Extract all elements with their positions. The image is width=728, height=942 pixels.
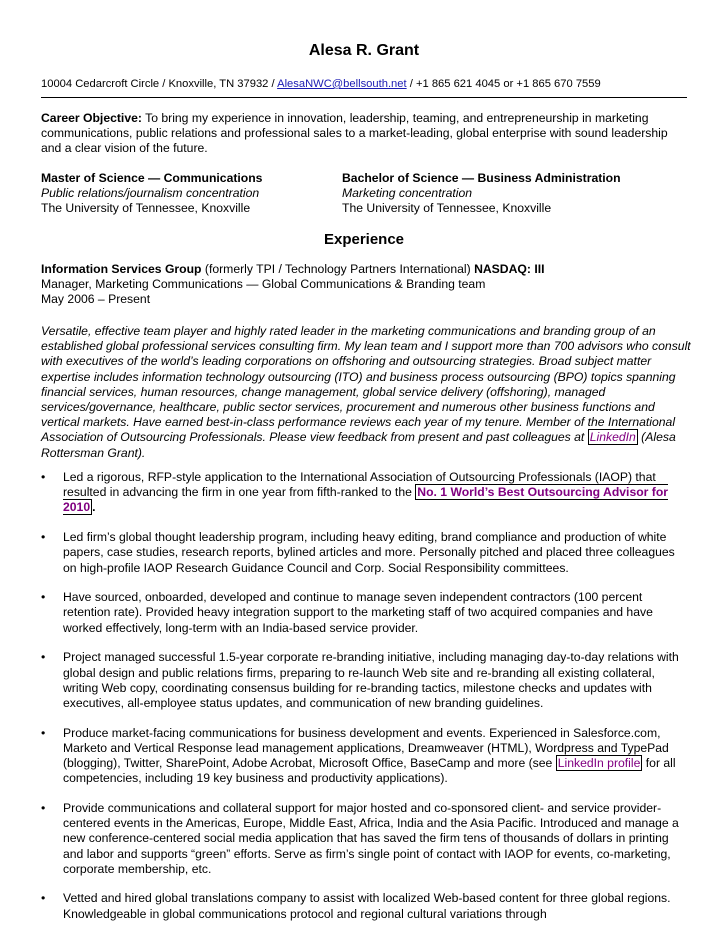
linkedin-link[interactable]: LinkedIn [589, 430, 636, 445]
list-item [41, 726, 691, 787]
bullet-tail: . [92, 500, 96, 515]
education-masters [41, 171, 262, 217]
bullet-text: Led a rigorous, RFP-style application to the International Association of Outsourcing Professionals (IAOP) that resulted in advancing the firm in one year from fifth-ranked to the [63, 470, 656, 500]
bullet-icon: • [41, 725, 46, 740]
company-note: (formerly TPI / Technology Partners International) [201, 262, 475, 276]
degree-school: The University of Tennessee, Knoxville [41, 201, 251, 216]
bullet-icon: • [41, 590, 46, 605]
company-name: Information Services Group [41, 262, 202, 276]
candidate-name: Alesa R. Grant [308, 42, 420, 59]
bullet-icon: • [41, 530, 46, 545]
bullet-icon: • [41, 650, 46, 665]
company-line [41, 262, 691, 277]
job-dates: May 2006 – Present [41, 292, 151, 307]
bullet-icon: • [41, 891, 46, 906]
objective-text: To bring my experience in innovation, leadership, teaming, and entrepreneurship in marketing communications, public relations and professional sales to a market-leading, global enterprise with sound leadership and a clear vision of the future. [41, 111, 668, 156]
ticker: NASDAQ: III [474, 262, 545, 276]
award-link[interactable]: No. 1 World’s Best Outsourcing Advisor for 2010 [63, 485, 669, 515]
degree-school: The University of Tennessee, Knoxville [342, 201, 552, 216]
achievement-list [41, 470, 691, 936]
degree-concentration: Marketing concentration [342, 186, 473, 201]
bullet-tail: for all competencies, including 19 key business and productivity applications). [63, 756, 676, 786]
header-divider [41, 97, 687, 98]
education-bachelors [342, 171, 621, 217]
bullet-text: Project managed successful 1.5-year corporate re-branding initiative, including managing day-to-day relations with global design and public relations firms, preparing to re-launch Web site and re-branding all existing collateral, writing Web copy, coordinating consensus building for re-branding tactics, milestone checks and updates with executives, all-employee status updates, and communication of new branding guidelines. [63, 650, 679, 710]
address: 10004 Cedarcroft Circle / Knoxville, TN 37932 / [41, 78, 278, 90]
phone-numbers: / +1 865 621 4045 or +1 865 670 7559 [406, 78, 601, 90]
degree-title: Master of Science — Communications [41, 171, 263, 185]
job-summary [41, 324, 691, 461]
summary-text: Versatile, effective team player and highly rated leader in the marketing communications and branding group of an established global professional services consulting firm. My lean team and I support more than 700 advisors who consult with executives of the world’s leading corporations on offshoring and outsourcing strategies. Broad subject matter expertise includes information technology outsourcing (ITO) and business process outsourcing (BPO) topics spanning financial services, human resources, change management, global service delivery (offshoring), managed services/governance, healthcare, public sector services, procurement and numerous other business functions and vertical markets. Have earned best-in-class performance reviews each year of my tenure. Member of the International Association of Outsourcing Professionals. Please view feedback from present and past colleagues at [41, 324, 691, 445]
list-item [41, 530, 691, 576]
bullet-icon: • [41, 470, 46, 484]
bullet-icon: • [41, 800, 46, 815]
objective-label: Career Objective: [41, 111, 142, 125]
experience-heading: Experience [323, 231, 405, 248]
contact-line [41, 78, 601, 90]
bullet-text: Have sourced, onboarded, developed and continue to manage seven independent contractors (100 percent retention rate). Provided heavy integration support to the marketing staff of two acquired companies and have worked effectively, long-term with an India-based service provider. [63, 590, 653, 635]
linkedin-profile-link[interactable]: LinkedIn profile [557, 756, 641, 771]
list-item [41, 590, 691, 636]
bullet-text: Vetted and hired global translations company to assist with localized Web-based content for three global regions. Knowledgeable in global communications protocol and regional cultural variations through [63, 891, 671, 921]
list-item [41, 650, 691, 711]
degree-title: Bachelor of Science — Business Administration [342, 171, 621, 185]
email-link[interactable]: AlesaNWC@bellsouth.net [277, 78, 407, 90]
list-item [41, 470, 691, 516]
bullet-text: Led firm’s global thought leadership program, including heavy editing, brand compliance and production of white papers, case studies, research reports, bylined articles and more. Personally pitched and placed three colleagues on high-profile IAOP Research Guidance Council and Corp. Social Responsibility committees. [63, 530, 675, 575]
degree-concentration: Public relations/journalism concentration [41, 186, 260, 201]
summary-tail: (Alesa Rottersman Grant). [41, 430, 676, 460]
bullet-text: Provide communications and collateral support for major hosted and co-sponsored client- and service provider-centered events in the Americas, Europe, Middle East, Africa, India and the Asia Pacific. Introduced and manage a new conference-centered social media application that has saved the firm tens of thousands of dollars in printing and labor and supports “green” efforts. Serve as firm’s single point of contact with IAOP for events, co-marketing, corporate membership, etc. [63, 800, 679, 876]
career-objective [41, 111, 691, 157]
bullet-text: Produce market-facing communications for business development and events. Experienced in Salesforce.com, Marketo and Vertical Response lead management applications, Dreamweaver (HTML), Wordpress and TypePad (blogging), Twitter, SharePoint, Adobe Acrobat, Microsoft Office, BaseCamp and more (see [63, 725, 669, 771]
job-title: Manager, Marketing Communications — Global Communications & Branding team [41, 277, 486, 292]
job-header [41, 262, 691, 308]
list-item [41, 801, 691, 877]
list-item [41, 891, 691, 921]
